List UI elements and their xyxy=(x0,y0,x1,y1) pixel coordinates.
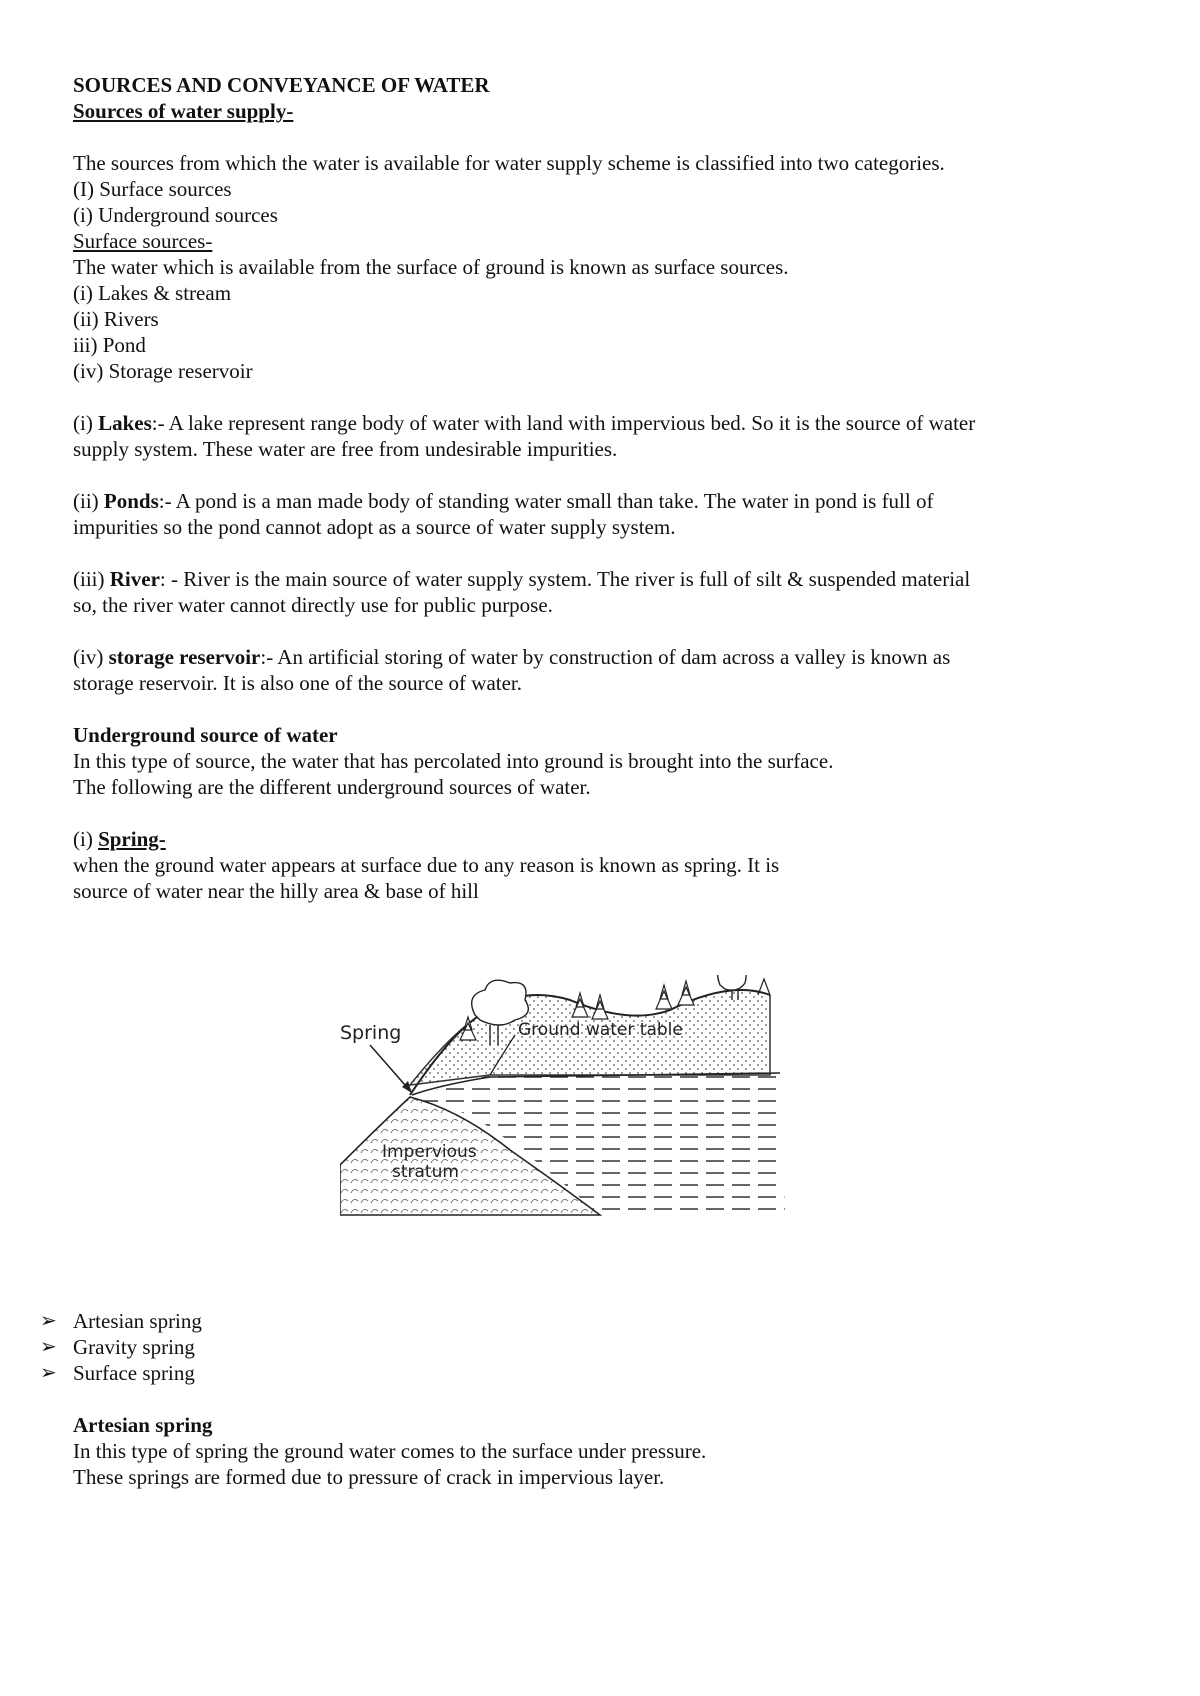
river-prefix: (iii) xyxy=(73,567,110,591)
river-paragraph-cont: so, the river water cannot directly use for public purpose. xyxy=(73,593,553,617)
category-item: (I) Surface sources xyxy=(73,177,232,201)
river-term: River xyxy=(109,567,160,591)
surface-heading: Surface sources- xyxy=(73,229,213,253)
lakes-term: Lakes xyxy=(98,411,152,435)
artesian-text: In this type of spring the ground water comes to the surface under pressure. xyxy=(73,1439,707,1463)
river-text: : - River is the main source of water supply system. The river is full of silt & suspended material xyxy=(159,567,971,591)
surface-list-item: (ii) Rivers xyxy=(73,307,159,331)
intro-text: The sources from which the water is available for water supply scheme is classified into two categories. xyxy=(73,151,945,175)
spring-text: source of water near the hilly area & base of hill xyxy=(73,879,479,903)
reservoir-paragraph xyxy=(73,644,950,670)
ponds-paragraph-cont: impurities so the pond cannot adopt as a source of water supply system. xyxy=(73,515,676,539)
spring-term: Spring- xyxy=(98,827,166,851)
arrow-bullet-icon: ➢ xyxy=(40,1362,57,1384)
spring-type-item: Surface spring xyxy=(73,1361,195,1385)
arrow-bullet-icon: ➢ xyxy=(40,1310,57,1332)
spring-text: when the ground water appears at surface due to any reason is known as spring. It is xyxy=(73,853,780,877)
surface-list-item: (i) Lakes & stream xyxy=(73,281,232,305)
underground-heading: Underground source of water xyxy=(73,723,338,747)
label-impervious: Impervious xyxy=(382,1142,477,1162)
reservoir-text: :- An artificial storing of water by construction of dam across a valley is known as xyxy=(260,645,951,669)
lakes-paragraph-cont: supply system. These water are free from undesirable impurities. xyxy=(73,437,618,461)
spring-type-item: Gravity spring xyxy=(73,1335,195,1359)
ponds-text: :- A pond is a man made body of standing water small than take. The water in pond is full of xyxy=(158,489,934,513)
underground-text: The following are the different underground sources of water. xyxy=(73,775,591,799)
label-spring: Spring xyxy=(340,1022,402,1044)
underground-text: In this type of source, the water that has percolated into ground is brought into the surface. xyxy=(73,749,834,773)
doc-subtitle: Sources of water supply- xyxy=(73,99,294,123)
reservoir-prefix: (iv) xyxy=(73,645,109,669)
lakes-paragraph xyxy=(73,410,975,436)
surface-list-item: iii) Pond xyxy=(73,333,146,357)
doc-title: SOURCES AND CONVEYANCE OF WATER xyxy=(73,73,490,97)
reservoir-paragraph-cont: storage reservoir. It is also one of the source of water. xyxy=(73,671,523,695)
lakes-prefix: (i) xyxy=(73,411,99,435)
arrow-bullet-icon: ➢ xyxy=(40,1336,57,1358)
ponds-term: Ponds xyxy=(103,489,159,513)
river-paragraph xyxy=(73,566,970,592)
ponds-paragraph xyxy=(73,488,933,514)
surface-intro: The water which is available from the surface of ground is known as surface sources. xyxy=(73,255,789,279)
lakes-text: :- A lake represent range body of water with land with impervious bed. So it is the source of water xyxy=(151,411,976,435)
reservoir-term: storage reservoir xyxy=(108,645,261,669)
artesian-heading: Artesian spring xyxy=(73,1413,213,1437)
surface-list-item: (iv) Storage reservoir xyxy=(73,359,253,383)
artesian-text: These springs are formed due to pressure of crack in impervious layer. xyxy=(73,1465,665,1489)
spring-type-item: Artesian spring xyxy=(73,1309,202,1333)
category-item: (i) Underground sources xyxy=(73,203,278,227)
spring-prefix: (i) xyxy=(73,827,99,851)
label-stratum: stratum xyxy=(392,1162,459,1182)
spring-heading xyxy=(73,826,166,852)
ponds-prefix: (ii) xyxy=(73,489,104,513)
label-ground-water-table: Ground water table xyxy=(518,1020,683,1040)
spring-diagram xyxy=(340,975,860,1305)
